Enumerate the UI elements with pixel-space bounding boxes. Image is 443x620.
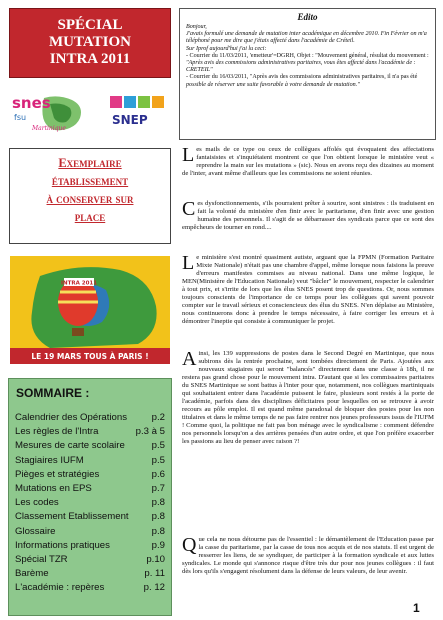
article-paragraph-4 [182,350,434,446]
drop-cap: L [182,252,195,274]
toc-item-label: Spécial TZR [15,553,68,565]
poster-label: INTRA 2011 [60,280,98,287]
snes-wordmark: snes [12,94,51,112]
toc-item-page: p.2 [151,412,165,423]
toc-item-page: p.6 [151,468,165,480]
edito-paragraph: "Après avis des commissions administratives paritaires, vous êtes affecté dans l'académie de : CRETEIL" [186,60,416,74]
edito-paragraph: Sur Iprof aujourd'hui j'ai lu ceci: [186,45,267,52]
toc-item-page: p. 12 [143,582,165,594]
article-text: es dysfonctionnements, s'ils pourraient prêter à sourire, sont sinistres : ils traduisent en fait la volonté du ministère d'en finir avec le paritarisme, d'en finir avec une gestion humaine des personnels. Il s'agit de se débarrasser des syndicats parce que ce sont des empêcheurs de tourner en rond.... [182,200,434,231]
toc-item-page: p.3 à 5 [135,426,165,438]
toc-item-label: Barème [15,568,49,580]
edito-title: Edito [297,12,318,22]
toc-item-label: Les codes [15,497,59,509]
toc-item[interactable] [15,581,165,595]
toc-item-label: Glossaire [15,525,56,537]
drop-cap: Q [182,534,197,556]
toc-title: SOMMAIRE : [16,386,90,400]
title-line-3: INTRA 2011 [49,51,131,67]
toc-item-page: p.5 [151,440,165,452]
toc-item[interactable] [15,496,165,510]
drop-cap: C [182,198,196,220]
title-line-2: MUTATION [49,34,131,50]
article-paragraph-5 [182,536,434,576]
martinique-wordmark: Martinique [32,125,66,132]
snep-logo [106,92,170,134]
drop-cap: L [182,144,195,166]
toc-item[interactable] [15,439,165,453]
page-number: 1 [413,601,420,615]
toc-item[interactable] [15,553,165,567]
union-logos [10,92,170,134]
toc-item-label: Calendrier des Opérations [15,412,127,423]
fsu-wordmark: fsu [14,113,27,122]
toc-item[interactable] [15,411,165,425]
edito-paragraph: - Courrier du 11/03/2011, 'emetteur'=DGRH, Objet : "Mouvement général, résultat du mouvement : [186,52,429,59]
toc-item-page: p. 11 [144,568,165,580]
toc-item-label: Mesures de carte scolaire [15,440,125,452]
article-text: es mails de ce type ou ceux de collègues affolés qui évoquaient des affectations fantaisistes et s'inquiétaient montrent ce que l'on obtient lorsque le ministère veut « reprendre la main sur les mutations » (sic). Nous en avons reçu des dizaines au moment de l'inter, avant même d'ailleurs que les commissions ne soient réunies. [182,146,434,177]
title-line-1: SPÉCIAL [57,17,123,33]
exemplaire-line-2: établissement [51,174,129,188]
article-text: ue cela ne nous détourne pas de l'essentiel : le démantèlement de l'Education passe par la casse du paritarisme, par la casse de tous nos acquis et de nos statuts. Il est urgent de resserrer les liens, de se syndiquer, de participer à la formation syndicale et aux luttes syndicales. Le monde qui s'annonce risque d'être très dur pour nos jeunes collègues : il faut dès lors qu'ils s'engagent résolument dans la défense de leurs valeurs, de leur avenir. [182,536,434,575]
toc-item-page: p.8 [151,525,165,537]
exemplaire-line-4: place [74,210,106,224]
exemplaire-line-1: Exemplaire [58,156,122,170]
toc-list [9,411,171,595]
toc-item[interactable] [15,510,165,524]
toc-item-page: p.9 [151,539,165,551]
toc-item[interactable] [15,425,165,439]
toc-item-label: Stagiaires IUFM [15,454,84,466]
toc-item-page: p.10 [146,553,165,565]
toc-item-label: L'académie : repères [15,582,105,594]
intra-2011-poster [10,256,170,364]
toc-item-label: Mutations en EPS [15,482,92,494]
publication-title-box [9,8,171,78]
toc-item-label: Informations pratiques [15,539,110,551]
toc-item[interactable] [15,468,165,482]
toc-item-page: p.8 [151,497,165,509]
toc-item-page: p.5 [151,454,165,466]
toc-item-page: p.8 [151,511,165,523]
toc-item-page: p.7 [151,482,165,494]
toc-item[interactable] [15,454,165,468]
exemplaire-notice [9,148,171,244]
toc-item-label: Classement Etablissement [15,511,129,523]
toc-item[interactable] [15,567,165,581]
article-text: e ministère s'est montré quasiment autiste, arguant que la FPMN (Formation Paritaire Mixte Nationale) n'était pas une chambre d'appel, même lorsque nous faisions la preuve d'erreurs manifestes commises au niveau national. Dans une même logique, le MEN(Ministère de l'Education Nationale) veut "bâcler" le mouvement, respecter le calendrier à tout prix, et s'irrite de lors que les élus SNES posent trop de questions. Or, nous sommes toujours conscients de l'importance de ce temps pour les collègues qui savent pouvoir compter sur le travail sérieux et consciencieux des élus du SNES. N'en déplaise au Ministère, nous continuerons donc à prendre le temps nécessaire, à faire corriger les erreurs et à démontrer l'ineptie qui consiste à communiquer le projet. [182,254,434,325]
edito-paragraph: possible de réserver une suite favorable à votre demande de mutation." [186,81,360,88]
toc-item[interactable] [15,539,165,553]
drop-cap: A [182,348,197,370]
article-text: insi, les 139 suppressions de postes dans le Second Degré en Martinique, que nous subirons dès la rentrée prochaine, sont tombées directement de Paris. Ajoutées aux nouveaux stagiaires qui seront "balancés" directement dans une classe à 18h, il ne restera pas grand chose pour le mouvement intra. D'autant que si les commissaires paritaires du SNES Martinique se sont battus à l'inter pour que, notamment, nos collègues martiniquais qui souhaitaient entrer dans l'académie puissent le faire, plusieurs sont restés à la porte de l'académie, parfois dans des disciplines déficitaires pour lesquelles on se retrouve à avoir recours au pôle emploi. Il est quand même paradoxal de bloquer des postes pour les non titulaires et dans le même temps de ne pas faire rentrer nos jeunes professeurs issus de l'IUFM ! Comme quoi, la politique ne fait pas bon ménage avec le syndicalisme : comment défendre nos personnels lorsqu'on a des arrières pensées d'un autre ordre, et que l'on préfère exacerber les passions au lieu de penser avec raison ?! [182,350,434,445]
snep-wordmark: SNEP [112,113,148,127]
toc-item-label: Pièges et stratégies [15,468,100,480]
edito-box [179,8,436,140]
article-paragraph-1 [182,146,434,178]
snes-fsu-logo [10,92,90,134]
toc-item[interactable] [15,482,165,496]
toc-item[interactable] [15,525,165,539]
article-paragraph-2 [182,200,434,232]
poster-banner: LE 19 MARS TOUS À PARIS ! [31,352,149,361]
table-of-contents [8,378,172,616]
edito-paragraph: Bonjour, [186,24,207,30]
edito-paragraph: - Courrier du 16/03/2011, "Après avis des commissions administratives paritaires, il n'a pas été [186,74,418,81]
exemplaire-line-3: à conserver sur [46,192,134,206]
article-paragraph-3 [182,254,434,326]
toc-item-label: Les règles de l'Intra [15,426,99,438]
edito-paragraph: J'avais formulé une demande de mutation inter académique en décembre 2010. Fin Février on m'a téléphoné pour me dire que j'étais affecté dans l'académie de Créteil. [186,31,427,45]
